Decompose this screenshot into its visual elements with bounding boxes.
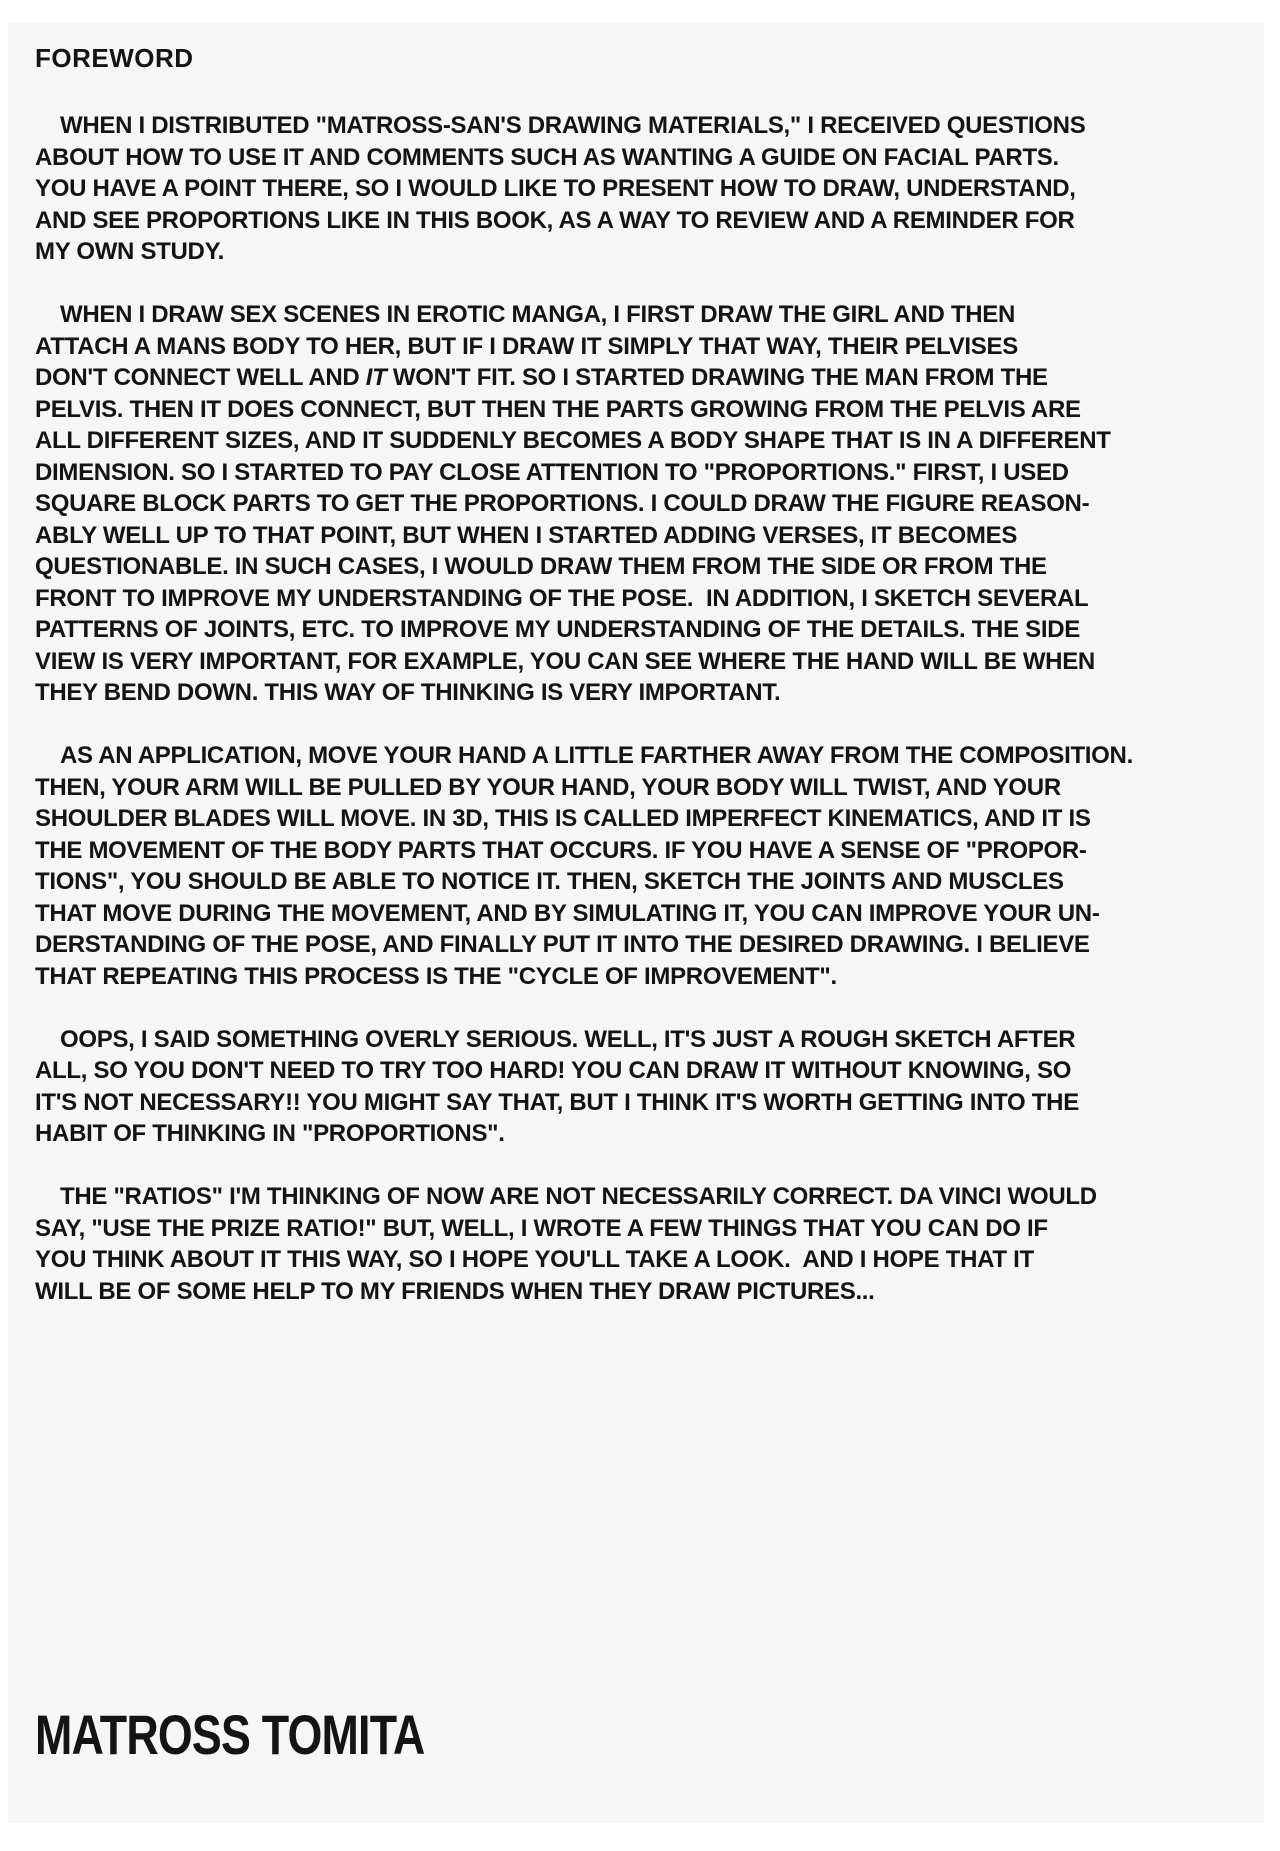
text-line: THEN, YOUR ARM WILL BE PULLED BY YOUR HAND, YOUR BODY WILL TWIST, AND YOUR <box>35 773 1061 801</box>
text-line: AS AN APPLICATION, MOVE YOUR HAND A LITTLE FARTHER AWAY FROM THE COMPOSITION. <box>60 742 1133 769</box>
author-signature: MATROSS TOMITA <box>35 1703 425 1766</box>
text-line: YOU HAVE A POINT THERE, SO I WOULD LIKE TO PRESENT HOW TO DRAW, UNDERSTAND, <box>35 175 1076 202</box>
text-line: DERSTANDING OF THE POSE, AND FINALLY PUT IT INTO THE DESIRED DRAWING. I BELIEVE <box>35 931 1090 958</box>
text-line: THAT REPEATING THIS PROCESS IS THE "CYCLE OF IMPROVEMENT". <box>35 962 837 990</box>
text-line: YOU THINK ABOUT IT THIS WAY, SO I HOPE YOU'LL TAKE A LOOK. AND I HOPE THAT IT <box>35 1246 1034 1273</box>
text-line: MY OWN STUDY. <box>35 238 225 265</box>
page-title: FOREWORD <box>35 43 194 73</box>
text-line: SHOULDER BLADES WILL MOVE. IN 3D, THIS IS CALLED IMPERFECT KINEMATICS, AND IT IS <box>35 805 1091 832</box>
text-line: QUESTIONABLE. IN SUCH CASES, I WOULD DRAW THEM FROM THE SIDE OR FROM THE <box>35 553 1047 580</box>
text-line: WHEN I DRAW SEX SCENES IN EROTIC MANGA, I FIRST DRAW THE GIRL AND THEN <box>60 301 1016 328</box>
text-line: TIONS", YOU SHOULD BE ABLE TO NOTICE IT. THEN, SKETCH THE JOINTS AND MUSCLES <box>35 868 1064 895</box>
italic-word: IT <box>365 364 387 391</box>
text-line: HABIT OF THINKING IN "PROPORTIONS". <box>35 1120 505 1147</box>
text-line: THAT MOVE DURING THE MOVEMENT, AND BY SIMULATING IT, YOU CAN IMPROVE YOUR UN- <box>35 899 1100 927</box>
text-line: ALL DIFFERENT SIZES, AND IT SUDDENLY BECOMES A BODY SHAPE THAT IS IN A DIFFERENT <box>35 427 1111 454</box>
paragraph-3 <box>35 740 1246 992</box>
text-line: THEY BEND DOWN. THIS WAY OF THINKING IS VERY IMPORTANT. <box>35 679 781 706</box>
text-line: WILL BE OF SOME HELP TO MY FRIENDS WHEN THEY DRAW PICTURES... <box>35 1277 875 1305</box>
text-line: ABLY WELL UP TO THAT POINT, BUT WHEN I STARTED ADDING VERSES, IT BECOMES <box>35 521 1018 549</box>
text-line: PATTERNS OF JOINTS, ETC. TO IMPROVE MY UNDERSTANDING OF THE DETAILS. THE SIDE <box>35 616 1080 643</box>
text-line: SAY, "USE THE PRIZE RATIO!" BUT, WELL, I WROTE A FEW THINGS THAT YOU CAN DO IF <box>35 1214 1048 1242</box>
text-segment: DON'T CONNECT WELL AND <box>35 364 366 391</box>
text-line: THE MOVEMENT OF THE BODY PARTS THAT OCCURS. IF YOU HAVE A SENSE OF "PROPOR- <box>35 836 1087 864</box>
text-line: ALL, SO YOU DON'T NEED TO TRY TOO HARD! YOU CAN DRAW IT WITHOUT KNOWING, SO <box>35 1057 1072 1084</box>
text-line: SQUARE BLOCK PARTS TO GET THE PROPORTIONS. I COULD DRAW THE FIGURE REASON- <box>35 490 1090 517</box>
text-line: ABOUT HOW TO USE IT AND COMMENTS SUCH AS WANTING A GUIDE ON FACIAL PARTS. <box>35 143 1059 171</box>
document-sheet <box>8 22 1264 1823</box>
text-line: THE "RATIOS" I'M THINKING OF NOW ARE NOT NECESSARILY CORRECT. DA VINCI WOULD <box>60 1183 1097 1210</box>
paragraph-4 <box>35 1024 1246 1150</box>
text-line: WHEN I DISTRIBUTED "MATROSS-SAN'S DRAWING MATERIALS," I RECEIVED QUESTIONS <box>60 112 1086 139</box>
text-line: ATTACH A MANS BODY TO HER, BUT IF I DRAW IT SIMPLY THAT WAY, THEIR PELVISES <box>35 332 1018 360</box>
text-line <box>35 362 1246 394</box>
text-line: AND SEE PROPORTIONS LIKE IN THIS BOOK, AS A WAY TO REVIEW AND A REMINDER FOR <box>35 206 1075 234</box>
paragraph-2 <box>35 299 1246 709</box>
text-line: OOPS, I SAID SOMETHING OVERLY SERIOUS. WELL, IT'S JUST A ROUGH SKETCH AFTER <box>60 1025 1076 1053</box>
text-line: FRONT TO IMPROVE MY UNDERSTANDING OF THE POSE. IN ADDITION, I SKETCH SEVERAL <box>35 584 1089 612</box>
text-line: IT'S NOT NECESSARY!! YOU MIGHT SAY THAT, BUT I THINK IT'S WORTH GETTING INTO THE <box>35 1088 1079 1116</box>
paragraph-5 <box>35 1181 1246 1307</box>
text-line: VIEW IS VERY IMPORTANT, FOR EXAMPLE, YOU CAN SEE WHERE THE HAND WILL BE WHEN <box>35 647 1095 675</box>
paragraph-1 <box>35 110 1246 268</box>
text-segment: WON'T FIT. SO I STARTED DRAWING THE MAN FROM THE <box>386 364 1048 391</box>
text-line: PELVIS. THEN IT DOES CONNECT, BUT THEN THE PARTS GROWING FROM THE PELVIS ARE <box>35 395 1081 423</box>
text-line: DIMENSION. SO I STARTED TO PAY CLOSE ATTENTION TO "PROPORTIONS." FIRST, I USED <box>35 458 1069 486</box>
